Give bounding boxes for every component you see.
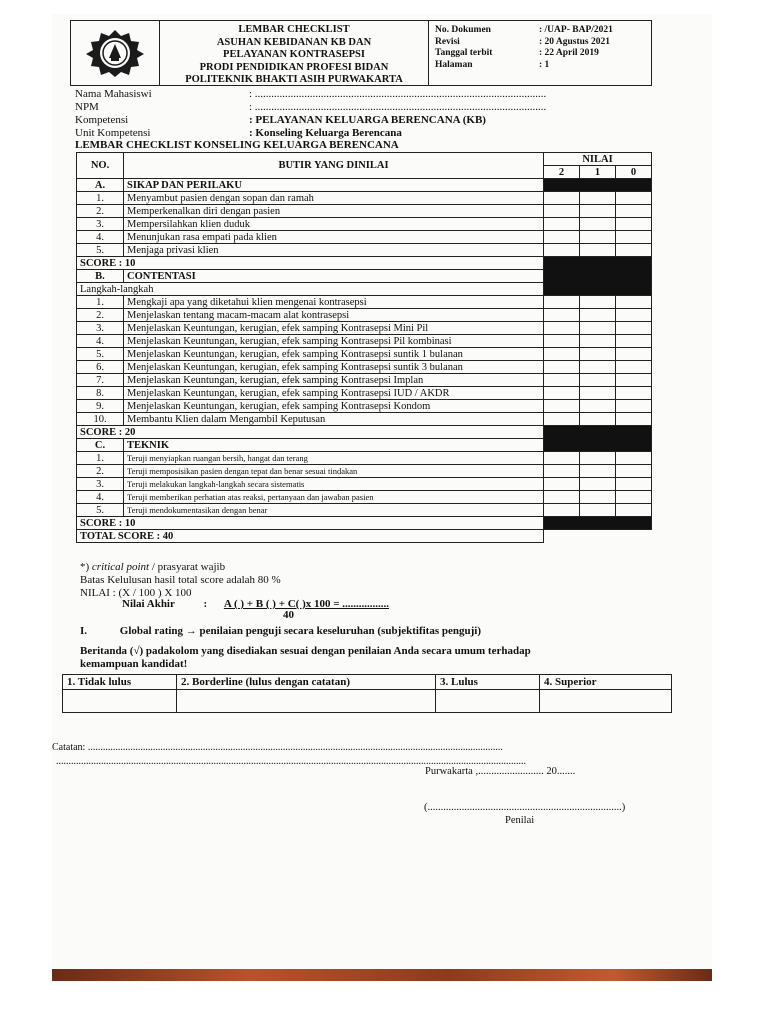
rating-check-cell[interactable] [540, 690, 672, 713]
item-text: Menunjukan rasa empati pada klien [124, 231, 544, 244]
meta-row [435, 60, 651, 72]
table-row [77, 387, 652, 400]
title-line: PRODI PENDIDIKAN PROFESI BIDAN [199, 61, 389, 73]
checklist-table [76, 152, 652, 543]
score-cell[interactable] [544, 413, 580, 426]
item-text: Mengkaji apa yang diketahui klien mengenai kontrasepsi [124, 296, 544, 309]
total-row [77, 530, 652, 543]
section-score: SCORE : 10 [77, 517, 544, 530]
meta-row [435, 37, 651, 49]
shaded-cell [544, 179, 652, 192]
item-no: 3. [77, 322, 124, 335]
item-text: Memperkenalkan diri dengan pasien [124, 205, 544, 218]
document-meta [429, 21, 651, 85]
item-text: Menyambut pasien dengan sopan dan ramah [124, 192, 544, 205]
col-butir-header: BUTIR YANG DINILAI [124, 153, 544, 179]
item-no: 5. [77, 244, 124, 257]
score-cell[interactable] [616, 218, 652, 231]
meta-key: Revisi [435, 36, 460, 47]
score-cell[interactable] [616, 400, 652, 413]
score-cell[interactable] [580, 348, 616, 361]
score-cell[interactable] [616, 361, 652, 374]
col-no-header: NO. [77, 153, 124, 179]
item-no: 5. [77, 348, 124, 361]
batas-kelulusan: Batas Kelulusan hasil total score adalah 80 % [80, 574, 281, 586]
meta-value: : 22 April 2019 [539, 48, 599, 58]
subsection-title: Langkah-langkah [77, 283, 544, 296]
score-cell[interactable] [616, 296, 652, 309]
rating-check-cell[interactable] [436, 690, 540, 713]
rating-check-cell[interactable] [177, 690, 436, 713]
shaded-cell [544, 257, 652, 296]
item-text: Mempersilahkan klien duduk [124, 218, 544, 231]
nilai-akhir-colon: : [203, 598, 208, 610]
table-row [77, 192, 652, 205]
meta-key: No. Dokumen [435, 25, 491, 35]
document-header [70, 20, 652, 86]
item-text: Menjelaskan Keuntungan, kerugian, efek samping Kontrasepsi suntik 1 bulanan [124, 348, 544, 361]
item-text: Menjaga privasi klien [124, 244, 544, 257]
item-text: Menjelaskan Keuntungan, kerugian, efek samping Kontrasepsi suntik 3 bulanan [124, 361, 544, 374]
section-letter: C. [77, 439, 124, 452]
score-cell[interactable] [544, 296, 580, 309]
section-title: SIKAP DAN PERILAKU [124, 179, 544, 192]
option-tidak-lulus: 1. Tidak lulus [63, 675, 177, 690]
table-row [77, 309, 652, 322]
item-text: Menjelaskan Keuntungan, kerugian, efek samping Kontrasepsi Implan [124, 374, 544, 387]
global-instruction: kemampuan kandidat! [80, 658, 188, 670]
empty-cell [544, 530, 652, 543]
score-cell[interactable] [544, 387, 580, 400]
score-cell[interactable] [544, 452, 580, 465]
col-nilai-header: NILAI [544, 153, 652, 166]
global-instruction: Beritanda (√) padakolom yang disediakan sesuai dengan penilaian Anda secara umum terhadap [80, 645, 531, 657]
item-no: 10. [77, 413, 124, 426]
nilai-akhir-label: Nilai Akhir [122, 598, 175, 610]
item-no: 2. [77, 465, 124, 478]
score-cell[interactable] [544, 335, 580, 348]
penilai-label: Penilai [505, 815, 535, 826]
score-cell[interactable] [616, 231, 652, 244]
meta-value: : 1 [539, 59, 550, 70]
item-no: 1. [77, 296, 124, 309]
score-cell[interactable] [544, 309, 580, 322]
score-2-header: 2 [544, 166, 580, 179]
score-cell[interactable] [544, 361, 580, 374]
section-letter: B. [77, 270, 124, 283]
score-cell[interactable] [544, 244, 580, 257]
score-cell[interactable] [544, 400, 580, 413]
nilai-akhir-row [122, 598, 389, 610]
background [0, 981, 768, 1024]
unit-label: Unit Kompetensi [75, 127, 151, 139]
table-row [77, 504, 652, 517]
logo-cell [71, 21, 160, 85]
score-cell[interactable] [580, 491, 616, 504]
rating-check-cell[interactable] [63, 690, 177, 713]
nama-row [75, 88, 546, 101]
item-text: Menjelaskan Keuntungan, kerugian, efek samping Kontrasepsi Pil kombinasi [124, 335, 544, 348]
score-cell[interactable] [580, 478, 616, 491]
item-no: 1. [77, 192, 124, 205]
table-row [77, 478, 652, 491]
section-score: SCORE : 20 [77, 426, 544, 439]
kompetensi-value: : PELAYANAN KELUARGA BERENCANA (KB) [249, 114, 486, 126]
score-cell[interactable] [616, 478, 652, 491]
item-text: Teruji mendokumentasikan dengan benar [124, 504, 544, 517]
item-no: 4. [77, 231, 124, 244]
table-row [77, 361, 652, 374]
total-score: TOTAL SCORE : 40 [77, 530, 544, 543]
item-no: 7. [77, 374, 124, 387]
table-row [77, 296, 652, 309]
score-cell[interactable] [616, 244, 652, 257]
npm-label: NPM [75, 101, 99, 113]
score-cell[interactable] [580, 361, 616, 374]
score-cell[interactable] [616, 491, 652, 504]
critical-point-text: critical point [91, 561, 150, 573]
npm-field[interactable]: : .......................................................................................................... [249, 101, 547, 113]
score-cell[interactable] [580, 296, 616, 309]
score-cell[interactable] [616, 413, 652, 426]
score-row [77, 257, 652, 270]
formula-denominator: 40 [283, 609, 294, 621]
institution-logo [84, 28, 146, 78]
document-title [160, 21, 429, 85]
section-title: CONTENTASI [124, 270, 544, 283]
title-line: LEMBAR CHECKLIST [238, 24, 350, 35]
score-cell[interactable] [616, 192, 652, 205]
table-row [77, 400, 652, 413]
score-cell[interactable] [544, 374, 580, 387]
score-cell[interactable] [544, 504, 580, 517]
nama-field[interactable]: : .......................................................................................................... [249, 88, 547, 100]
table-row [77, 322, 652, 335]
meta-key: Halaman [435, 59, 473, 70]
catatan-field[interactable]: Catatan: ...................................................................................................................................................................... [52, 742, 503, 753]
item-no: 9. [77, 400, 124, 413]
score-0-header: 0 [616, 166, 652, 179]
table-row [77, 218, 652, 231]
item-no: 2. [77, 309, 124, 322]
score-cell[interactable] [544, 231, 580, 244]
score-cell[interactable] [580, 205, 616, 218]
option-superior: 4. Superior [540, 675, 672, 690]
place-date[interactable]: Purwakarta ,......................... 20....... [425, 766, 576, 777]
table-row [77, 205, 652, 218]
shaded-cell [544, 426, 652, 452]
score-cell[interactable] [580, 309, 616, 322]
score-cell[interactable] [616, 322, 652, 335]
kompetensi-label: Kompetensi [75, 114, 129, 126]
npm-row [75, 101, 546, 114]
score-cell[interactable] [544, 322, 580, 335]
option-borderline: 2. Borderline (lulus dengan catatan) [177, 675, 436, 690]
global-rating-number: I. [80, 625, 88, 637]
section-row [77, 179, 652, 192]
score-cell[interactable] [616, 309, 652, 322]
score-cell[interactable] [544, 192, 580, 205]
item-text: Teruji memposisikan pasien dengan tepat dan benar sesuai tindakan [124, 465, 544, 478]
global-rating-heading [80, 625, 481, 637]
score-cell[interactable] [616, 387, 652, 400]
score-cell[interactable] [616, 465, 652, 478]
rating-check-row [63, 690, 672, 713]
critical-star: *) [80, 561, 92, 573]
item-text: Teruji menyiapkan ruangan bersih, hangat dan terang [124, 452, 544, 465]
item-no: 8. [77, 387, 124, 400]
meta-row [435, 25, 651, 37]
item-text: Teruji memberikan perhatian atas reaksi, pertanyaan dan jawaban pasien [124, 491, 544, 504]
score-cell[interactable] [616, 452, 652, 465]
item-no: 3. [77, 218, 124, 231]
table-row [77, 231, 652, 244]
checklist-title: LEMBAR CHECKLIST KONSELING KELUARGA BERENCANA [75, 139, 399, 151]
score-cell[interactable] [544, 478, 580, 491]
critical-rest: / prasyarat wajib [149, 561, 226, 573]
global-rating-title: Global rating → penilaian penguji secara keseluruhan (subjektifitas penguji) [119, 625, 481, 637]
item-text: Teruji melakukan langkah-langkah secara sistematis [124, 478, 544, 491]
table-surface [52, 969, 712, 981]
unit-value: : Konseling Keluarga Berencana [249, 127, 402, 139]
score-row [77, 426, 652, 439]
item-text: Membantu Klien dalam Mengambil Keputusan [124, 413, 544, 426]
score-cell[interactable] [544, 491, 580, 504]
item-text: Menjelaskan Keuntungan, kerugian, efek samping Kontrasepsi IUD / AKDR [124, 387, 544, 400]
score-cell[interactable] [580, 231, 616, 244]
kompetensi-row [75, 114, 486, 127]
score-cell[interactable] [580, 413, 616, 426]
item-no: 4. [77, 335, 124, 348]
meta-value: : /UAP- BAP/2021 [539, 25, 613, 35]
title-line: PELAYANAN KONTRASEPSI [223, 49, 365, 60]
meta-key: Tanggal terbit [435, 48, 493, 58]
score-cell[interactable] [544, 348, 580, 361]
item-no: 3. [77, 478, 124, 491]
section-letter: A. [77, 179, 124, 192]
catatan-line[interactable]: ............................................................................................................................................................................................ [56, 756, 526, 767]
title-line: ASUHAN KEBIDANAN KB DAN [216, 36, 372, 48]
score-1-header: 1 [580, 166, 616, 179]
score-cell[interactable] [616, 335, 652, 348]
score-cell[interactable] [580, 218, 616, 231]
item-text: Menjelaskan tentang macam-macam alat kontrasepsi [124, 309, 544, 322]
score-cell[interactable] [580, 465, 616, 478]
score-cell[interactable] [580, 322, 616, 335]
score-row [77, 517, 652, 530]
table-row [77, 244, 652, 257]
table-header-row [77, 153, 652, 166]
table-row [77, 348, 652, 361]
score-cell[interactable] [580, 192, 616, 205]
score-cell[interactable] [580, 504, 616, 517]
table-row [77, 374, 652, 387]
score-cell[interactable] [580, 400, 616, 413]
global-rating-table [62, 674, 672, 713]
table-row [77, 465, 652, 478]
nilai-akhir-formula[interactable]: A ( ) + B ( ) + C( )x 100 = ................. [223, 598, 390, 610]
score-cell[interactable] [580, 452, 616, 465]
score-cell[interactable] [580, 387, 616, 400]
shaded-cell [544, 517, 652, 530]
score-cell[interactable] [616, 348, 652, 361]
nilai-formula: NILAI : (X / 100 ) X 100 [80, 587, 192, 599]
section-title: TEKNIK [124, 439, 544, 452]
table-row [77, 491, 652, 504]
score-cell[interactable] [616, 374, 652, 387]
meta-value: : 20 Agustus 2021 [539, 36, 610, 47]
meta-row [435, 48, 651, 60]
item-no: 2. [77, 205, 124, 218]
signature-line[interactable]: (..........................................................................) [424, 802, 626, 813]
table-row [77, 413, 652, 426]
score-cell[interactable] [544, 218, 580, 231]
score-cell[interactable] [580, 335, 616, 348]
score-cell[interactable] [580, 244, 616, 257]
title-line: POLITEKNIK BHAKTI ASIH PURWAKARTA [185, 74, 403, 85]
section-score: SCORE : 10 [77, 257, 544, 270]
score-cell[interactable] [544, 205, 580, 218]
item-no: 6. [77, 361, 124, 374]
item-no: 5. [77, 504, 124, 517]
score-cell[interactable] [580, 374, 616, 387]
item-text: Menjelaskan Keuntungan, kerugian, efek samping Kontrasepsi Kondom [124, 400, 544, 413]
rating-options-row [63, 675, 672, 690]
score-cell[interactable] [616, 205, 652, 218]
table-row [77, 335, 652, 348]
score-cell[interactable] [544, 465, 580, 478]
nama-label: Nama Mahasiswi [75, 88, 152, 100]
option-lulus: 3. Lulus [436, 675, 540, 690]
table-row [77, 452, 652, 465]
item-no: 4. [77, 491, 124, 504]
item-no: 1. [77, 452, 124, 465]
score-cell[interactable] [616, 504, 652, 517]
item-text: Menjelaskan Keuntungan, kerugian, efek samping Kontrasepsi Mini Pil [124, 322, 544, 335]
critical-note [80, 561, 225, 573]
